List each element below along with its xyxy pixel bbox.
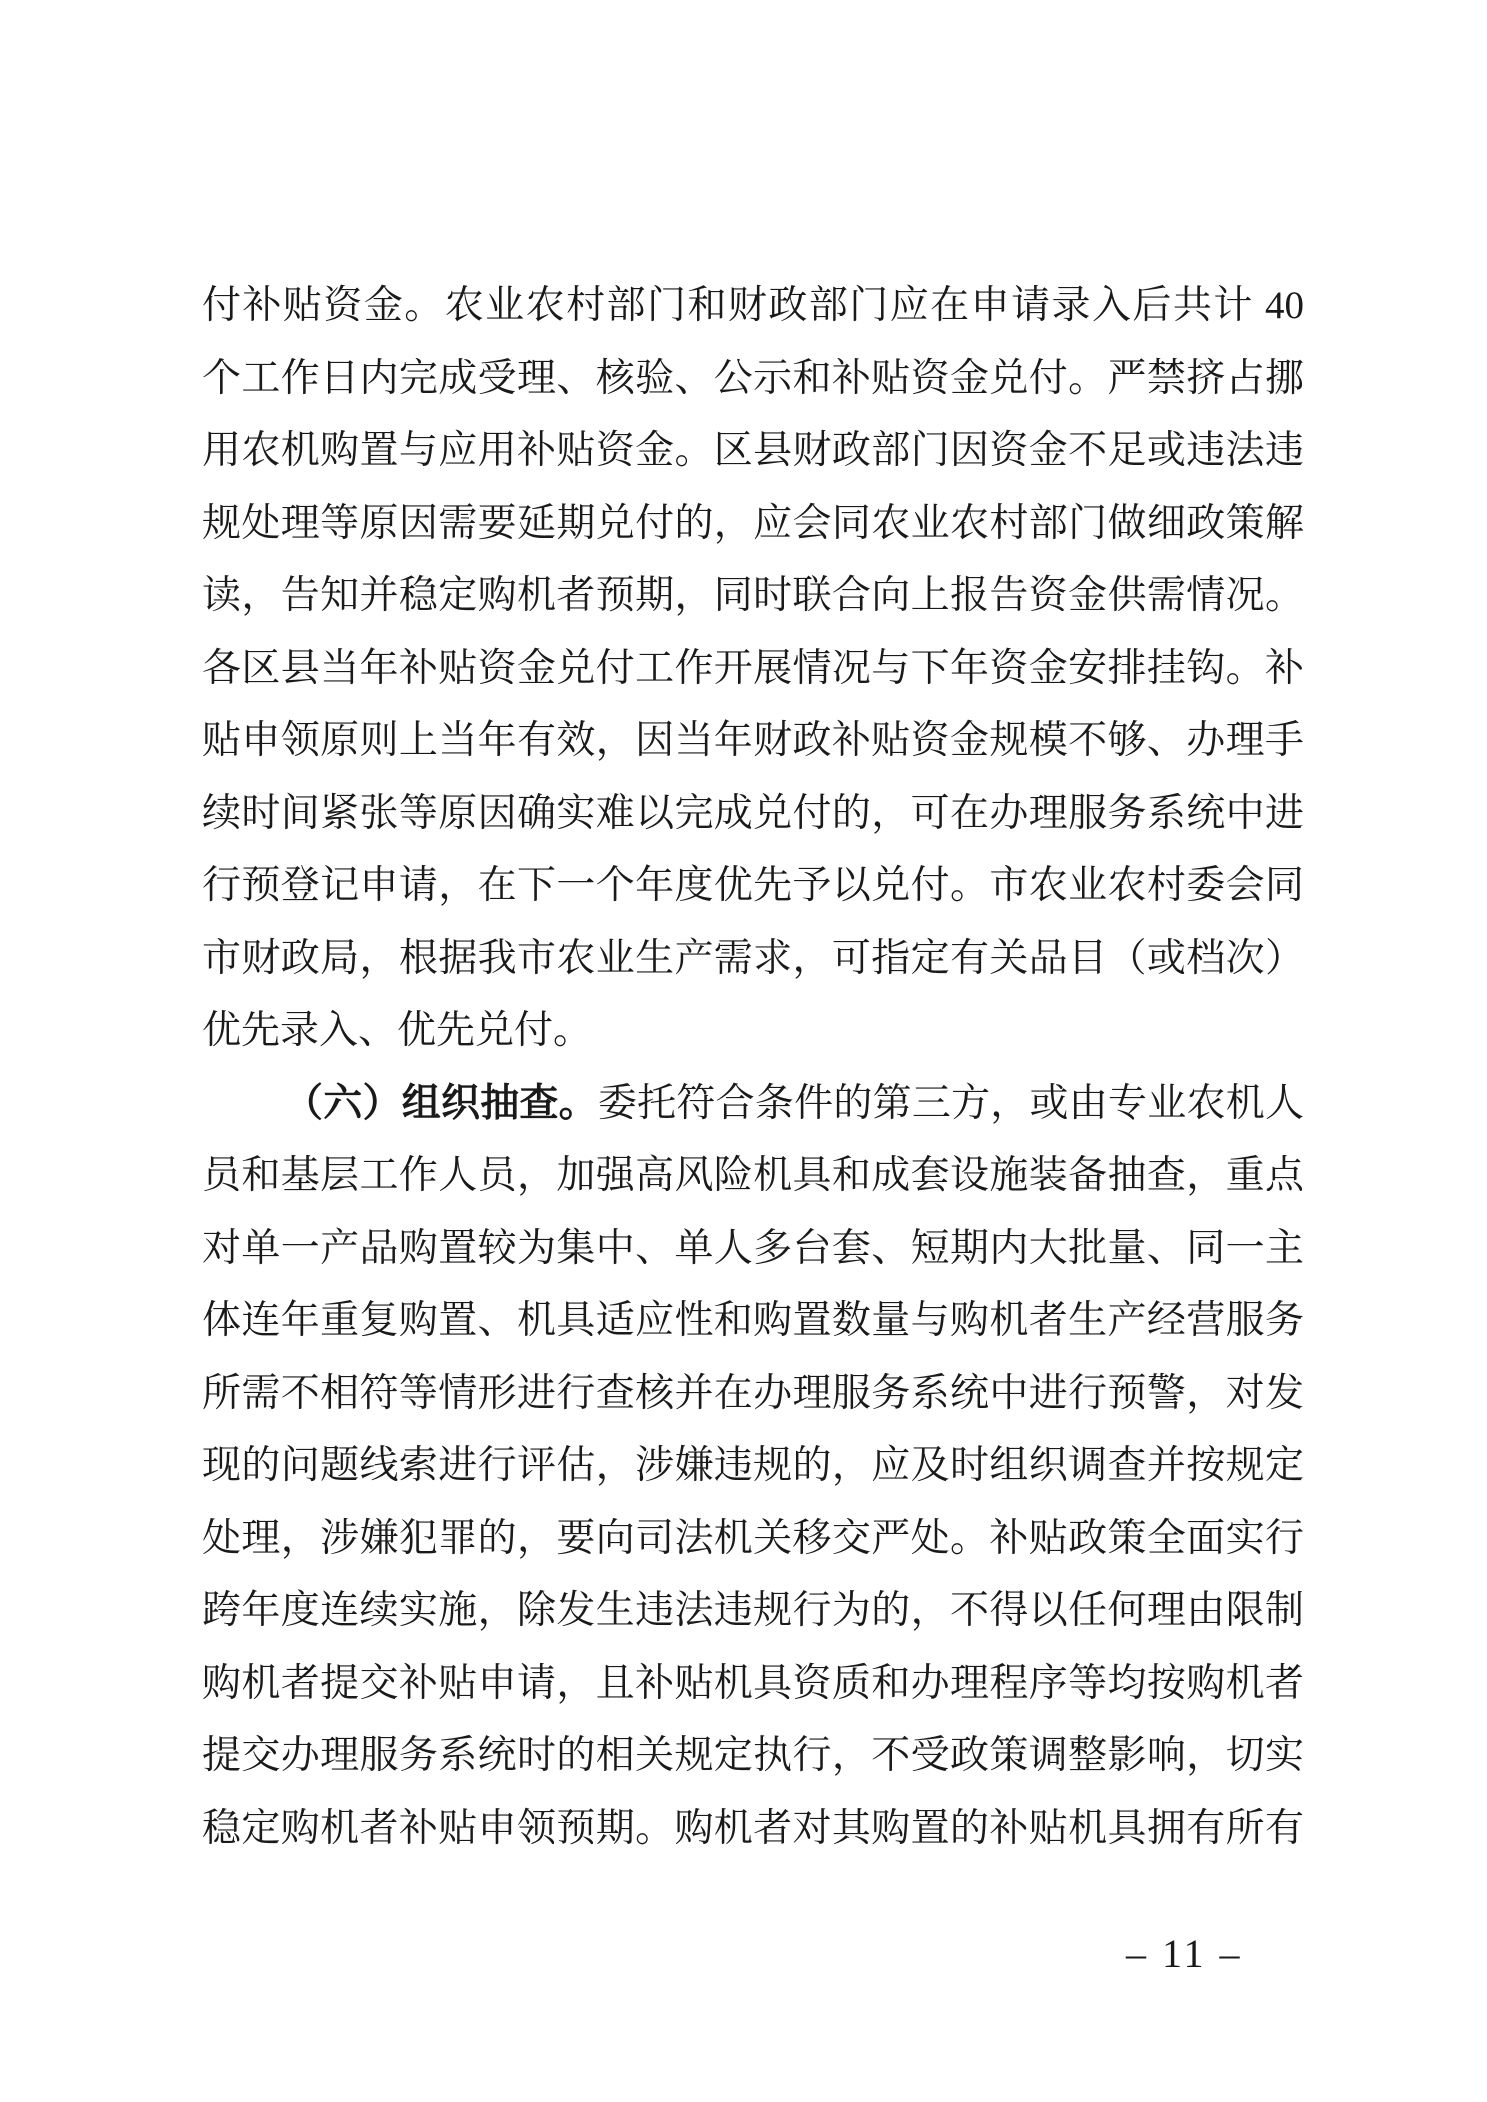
text-line: 对单一产品购置较为集中、单人多台套、短期内大批量、同一主 — [202, 1226, 1304, 1270]
text-line: （六）组织抽查。委托符合条件的第三方，或由专业农机人 — [284, 1081, 1304, 1125]
text-line: 个工作日内完成受理、核验、公示和补贴资金兑付。严禁挤占挪 — [202, 356, 1304, 400]
text-line: 购机者提交补贴申请，且补贴机具资质和办理程序等均按购机者 — [202, 1661, 1304, 1705]
text-line: 贴申领原则上当年有效，因当年财政补贴资金规模不够、办理手 — [202, 719, 1304, 762]
text-line: 续时间紧张等原因确实难以完成兑付的，可在办理服务系统中进 — [202, 791, 1304, 835]
text-line: 市财政局，根据我市农业生产需求，可指定有关品目（或档次） — [202, 936, 1304, 980]
text-line: 跨年度连续实施，除发生违法违规行为的，不得以任何理由限制 — [202, 1589, 1304, 1632]
text-line: 所需不相符等情形进行查核并在办理服务系统中进行预警，对发 — [202, 1371, 1304, 1415]
text-line: 现的问题线索进行评估，涉嫌违规的，应及时组织调查并按规定 — [202, 1444, 1304, 1487]
text-line: 行预登记申请，在下一个年度优先予以兑付。市农业农村委会同 — [202, 864, 1304, 907]
text-line: 优先录入、优先兑付。 — [202, 1009, 593, 1052]
text-line: 提交办理服务系统时的相关规定执行，不受政策调整影响，切实 — [202, 1734, 1304, 1777]
text-line: 稳定购机者补贴申领预期。购机者对其购置的补贴机具拥有所有 — [202, 1806, 1304, 1850]
text-line: 付补贴资金。农业农村部门和财政部门应在申请录入后共计 40 — [202, 284, 1304, 327]
text-line: 体连年重复购置、机具适应性和购置数量与购机者生产经营服务 — [202, 1299, 1304, 1342]
text-line: 规处理等原因需要延期兑付的，应会同农业农村部门做细政策解 — [202, 501, 1304, 545]
section-heading: （六）组织抽查。 — [284, 1081, 598, 1125]
page-number: – 11 – — [1126, 1931, 1243, 1976]
text-line: 读，告知并稳定购机者预期，同时联合向上报告资金供需情况。 — [202, 574, 1304, 617]
document-body — [202, 270, 1304, 1865]
text-line: 各区县当年补贴资金兑付工作开展情况与下年资金安排挂钩。补 — [202, 646, 1304, 690]
text-line: 员和基层工作人员，加强高风险机具和成套设施装备抽查，重点 — [202, 1154, 1304, 1197]
text-line: 用农机购置与应用补贴资金。区县财政部门因资金不足或违法违 — [202, 429, 1304, 472]
text-line: 处理，涉嫌犯罪的，要向司法机关移交严处。补贴政策全面实行 — [202, 1516, 1304, 1560]
